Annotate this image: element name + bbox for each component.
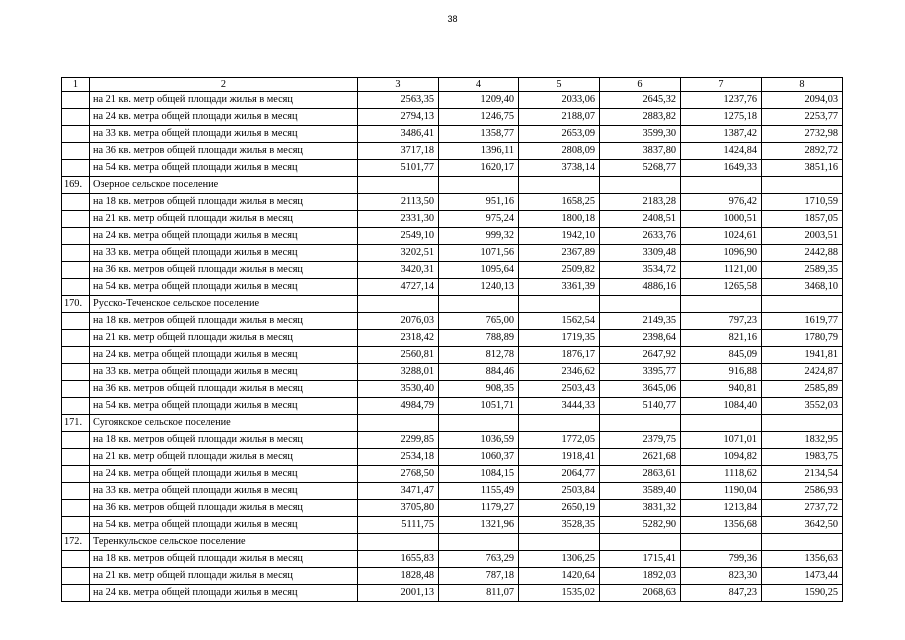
row-label: на 33 кв. метра общей площади жилья в месяц xyxy=(90,364,358,381)
empty-cell xyxy=(600,177,681,194)
table-row xyxy=(62,483,843,500)
value-cell: 2653,09 xyxy=(519,126,600,143)
value-cell: 2509,82 xyxy=(519,262,600,279)
value-cell: 2134,54 xyxy=(762,466,843,483)
empty-cell xyxy=(439,534,519,551)
row-number-cell xyxy=(62,568,90,585)
table-row xyxy=(62,568,843,585)
value-cell: 1096,90 xyxy=(681,245,762,262)
value-cell: 1715,41 xyxy=(600,551,681,568)
empty-cell xyxy=(681,415,762,432)
value-cell: 2113,50 xyxy=(358,194,439,211)
row-number-cell xyxy=(62,398,90,415)
value-cell: 2346,62 xyxy=(519,364,600,381)
row-label: на 18 кв. метров общей площади жилья в месяц xyxy=(90,432,358,449)
value-cell: 5111,75 xyxy=(358,517,439,534)
row-number-cell xyxy=(62,381,90,398)
tariff-table xyxy=(61,77,843,602)
value-cell: 2001,13 xyxy=(358,585,439,602)
value-cell: 1051,71 xyxy=(439,398,519,415)
table-row xyxy=(62,500,843,517)
value-cell: 1562,54 xyxy=(519,313,600,330)
value-cell: 1213,84 xyxy=(681,500,762,517)
value-cell: 1420,64 xyxy=(519,568,600,585)
value-cell: 908,35 xyxy=(439,381,519,398)
row-label: на 54 кв. метра общей площади жилья в месяц xyxy=(90,517,358,534)
value-cell: 3717,18 xyxy=(358,143,439,160)
value-cell: 4984,79 xyxy=(358,398,439,415)
value-cell: 1095,64 xyxy=(439,262,519,279)
row-label: на 54 кв. метра общей площади жилья в месяц xyxy=(90,279,358,296)
value-cell: 1094,82 xyxy=(681,449,762,466)
value-cell: 3831,32 xyxy=(600,500,681,517)
table-row xyxy=(62,330,843,347)
value-cell: 1321,96 xyxy=(439,517,519,534)
row-label: на 21 кв. метр общей площади жилья в месяц xyxy=(90,92,358,109)
section-title: Русско-Теченское сельское поселение xyxy=(90,296,358,313)
value-cell: 3202,51 xyxy=(358,245,439,262)
value-cell: 3552,03 xyxy=(762,398,843,415)
value-cell: 2318,42 xyxy=(358,330,439,347)
value-cell: 1800,18 xyxy=(519,211,600,228)
empty-cell xyxy=(519,415,600,432)
value-cell: 1118,62 xyxy=(681,466,762,483)
value-cell: 1828,48 xyxy=(358,568,439,585)
value-cell: 2794,13 xyxy=(358,109,439,126)
value-cell: 797,23 xyxy=(681,313,762,330)
value-cell: 821,16 xyxy=(681,330,762,347)
table-row xyxy=(62,279,843,296)
value-cell: 1071,01 xyxy=(681,432,762,449)
row-label: на 21 кв. метр общей площади жилья в месяц xyxy=(90,330,358,347)
section-row xyxy=(62,534,843,551)
row-label: на 24 кв. метра общей площади жилья в месяц xyxy=(90,347,358,364)
value-cell: 3288,01 xyxy=(358,364,439,381)
table-body xyxy=(62,78,843,602)
row-label: на 36 кв. метров общей площади жилья в месяц xyxy=(90,500,358,517)
column-header: 2 xyxy=(90,78,358,92)
section-index: 172. xyxy=(62,534,90,551)
value-cell: 1590,25 xyxy=(762,585,843,602)
value-cell: 787,18 xyxy=(439,568,519,585)
row-number-cell xyxy=(62,313,90,330)
value-cell: 1620,17 xyxy=(439,160,519,177)
empty-cell xyxy=(681,296,762,313)
value-cell: 916,88 xyxy=(681,364,762,381)
section-row xyxy=(62,296,843,313)
value-cell: 1000,51 xyxy=(681,211,762,228)
value-cell: 3444,33 xyxy=(519,398,600,415)
value-cell: 1535,02 xyxy=(519,585,600,602)
table-row xyxy=(62,466,843,483)
table-row xyxy=(62,398,843,415)
row-number-cell xyxy=(62,517,90,534)
table-row xyxy=(62,364,843,381)
value-cell: 4886,16 xyxy=(600,279,681,296)
value-cell: 2586,93 xyxy=(762,483,843,500)
value-cell: 1084,40 xyxy=(681,398,762,415)
row-label: на 24 кв. метра общей площади жилья в месяц xyxy=(90,466,358,483)
value-cell: 975,24 xyxy=(439,211,519,228)
value-cell: 3599,30 xyxy=(600,126,681,143)
table-row xyxy=(62,160,843,177)
value-cell: 3645,06 xyxy=(600,381,681,398)
value-cell: 1473,44 xyxy=(762,568,843,585)
row-label: на 33 кв. метра общей площади жилья в месяц xyxy=(90,126,358,143)
row-number-cell xyxy=(62,160,90,177)
row-label: на 21 кв. метр общей площади жилья в месяц xyxy=(90,211,358,228)
value-cell: 1942,10 xyxy=(519,228,600,245)
value-cell: 5282,90 xyxy=(600,517,681,534)
value-cell: 2183,28 xyxy=(600,194,681,211)
value-cell: 1275,18 xyxy=(681,109,762,126)
value-cell: 1983,75 xyxy=(762,449,843,466)
row-number-cell xyxy=(62,279,90,296)
value-cell: 2331,30 xyxy=(358,211,439,228)
value-cell: 3530,40 xyxy=(358,381,439,398)
value-cell: 2149,35 xyxy=(600,313,681,330)
value-cell: 2621,68 xyxy=(600,449,681,466)
value-cell: 1306,25 xyxy=(519,551,600,568)
empty-cell xyxy=(681,534,762,551)
row-number-cell xyxy=(62,228,90,245)
value-cell: 951,16 xyxy=(439,194,519,211)
empty-cell xyxy=(439,296,519,313)
value-cell: 1246,75 xyxy=(439,109,519,126)
value-cell: 1265,58 xyxy=(681,279,762,296)
value-cell: 2424,87 xyxy=(762,364,843,381)
value-cell: 5101,77 xyxy=(358,160,439,177)
value-cell: 1121,00 xyxy=(681,262,762,279)
table-row xyxy=(62,228,843,245)
empty-cell xyxy=(519,296,600,313)
section-title: Теренкульское сельское поселение xyxy=(90,534,358,551)
table-row xyxy=(62,585,843,602)
column-header: 8 xyxy=(762,78,843,92)
table-row xyxy=(62,347,843,364)
value-cell: 2253,77 xyxy=(762,109,843,126)
value-cell: 3534,72 xyxy=(600,262,681,279)
row-label: на 36 кв. метров общей площади жилья в месяц xyxy=(90,143,358,160)
table-row xyxy=(62,245,843,262)
value-cell: 1772,05 xyxy=(519,432,600,449)
value-cell: 3395,77 xyxy=(600,364,681,381)
row-label: на 24 кв. метра общей площади жилья в месяц xyxy=(90,109,358,126)
value-cell: 3309,48 xyxy=(600,245,681,262)
empty-cell xyxy=(358,296,439,313)
value-cell: 1356,63 xyxy=(762,551,843,568)
column-header: 5 xyxy=(519,78,600,92)
section-index: 171. xyxy=(62,415,90,432)
value-cell: 1780,79 xyxy=(762,330,843,347)
empty-cell xyxy=(519,534,600,551)
value-cell: 2883,82 xyxy=(600,109,681,126)
value-cell: 1941,81 xyxy=(762,347,843,364)
empty-cell xyxy=(600,534,681,551)
value-cell: 2398,64 xyxy=(600,330,681,347)
value-cell: 1358,77 xyxy=(439,126,519,143)
value-cell: 1356,68 xyxy=(681,517,762,534)
value-cell: 823,30 xyxy=(681,568,762,585)
value-cell: 2003,51 xyxy=(762,228,843,245)
row-label: на 24 кв. метра общей площади жилья в месяц xyxy=(90,228,358,245)
value-cell: 2064,77 xyxy=(519,466,600,483)
value-cell: 1155,49 xyxy=(439,483,519,500)
row-label: на 36 кв. метров общей площади жилья в месяц xyxy=(90,262,358,279)
value-cell: 3851,16 xyxy=(762,160,843,177)
empty-cell xyxy=(762,415,843,432)
value-cell: 884,46 xyxy=(439,364,519,381)
value-cell: 2892,72 xyxy=(762,143,843,160)
value-cell: 1209,40 xyxy=(439,92,519,109)
value-cell: 788,89 xyxy=(439,330,519,347)
value-cell: 3528,35 xyxy=(519,517,600,534)
value-cell: 3486,41 xyxy=(358,126,439,143)
value-cell: 799,36 xyxy=(681,551,762,568)
value-cell: 1892,03 xyxy=(600,568,681,585)
value-cell: 1060,37 xyxy=(439,449,519,466)
row-label: на 33 кв. метра общей площади жилья в месяц xyxy=(90,245,358,262)
header-row xyxy=(62,78,843,92)
value-cell: 3589,40 xyxy=(600,483,681,500)
empty-cell xyxy=(358,177,439,194)
value-cell: 3420,31 xyxy=(358,262,439,279)
row-number-cell xyxy=(62,483,90,500)
value-cell: 2068,63 xyxy=(600,585,681,602)
section-title: Озерное сельское поселение xyxy=(90,177,358,194)
value-cell: 3837,80 xyxy=(600,143,681,160)
row-label: на 54 кв. метра общей площади жилья в месяц xyxy=(90,398,358,415)
row-number-cell xyxy=(62,466,90,483)
empty-cell xyxy=(358,534,439,551)
value-cell: 2589,35 xyxy=(762,262,843,279)
row-number-cell xyxy=(62,432,90,449)
value-cell: 3642,50 xyxy=(762,517,843,534)
value-cell: 2367,89 xyxy=(519,245,600,262)
value-cell: 2732,98 xyxy=(762,126,843,143)
table-row xyxy=(62,432,843,449)
value-cell: 940,81 xyxy=(681,381,762,398)
value-cell: 3705,80 xyxy=(358,500,439,517)
value-cell: 2808,09 xyxy=(519,143,600,160)
empty-cell xyxy=(762,534,843,551)
column-header: 7 xyxy=(681,78,762,92)
value-cell: 999,32 xyxy=(439,228,519,245)
value-cell: 2650,19 xyxy=(519,500,600,517)
value-cell: 1240,13 xyxy=(439,279,519,296)
table-row xyxy=(62,92,843,109)
row-label: на 21 кв. метр общей площади жилья в месяц xyxy=(90,568,358,585)
section-row xyxy=(62,415,843,432)
row-number-cell xyxy=(62,126,90,143)
empty-cell xyxy=(762,177,843,194)
column-header: 1 xyxy=(62,78,90,92)
value-cell: 2647,92 xyxy=(600,347,681,364)
section-title: Сугоякское сельское поселение xyxy=(90,415,358,432)
value-cell: 5140,77 xyxy=(600,398,681,415)
row-label: на 18 кв. метров общей площади жилья в месяц xyxy=(90,313,358,330)
value-cell: 2645,32 xyxy=(600,92,681,109)
value-cell: 2585,89 xyxy=(762,381,843,398)
value-cell: 2768,50 xyxy=(358,466,439,483)
value-cell: 1071,56 xyxy=(439,245,519,262)
section-index: 169. xyxy=(62,177,90,194)
column-header: 4 xyxy=(439,78,519,92)
empty-cell xyxy=(439,177,519,194)
value-cell: 1387,42 xyxy=(681,126,762,143)
empty-cell xyxy=(439,415,519,432)
row-label: на 21 кв. метр общей площади жилья в месяц xyxy=(90,449,358,466)
value-cell: 5268,77 xyxy=(600,160,681,177)
value-cell: 2033,06 xyxy=(519,92,600,109)
value-cell: 2863,61 xyxy=(600,466,681,483)
value-cell: 3738,14 xyxy=(519,160,600,177)
row-number-cell xyxy=(62,347,90,364)
table-row xyxy=(62,211,843,228)
row-number-cell xyxy=(62,109,90,126)
row-label: на 36 кв. метров общей площади жилья в месяц xyxy=(90,381,358,398)
row-label: на 24 кв. метра общей площади жилья в месяц xyxy=(90,585,358,602)
row-number-cell xyxy=(62,585,90,602)
value-cell: 1424,84 xyxy=(681,143,762,160)
row-number-cell xyxy=(62,245,90,262)
row-number-cell xyxy=(62,364,90,381)
value-cell: 2560,81 xyxy=(358,347,439,364)
empty-cell xyxy=(681,177,762,194)
value-cell: 1832,95 xyxy=(762,432,843,449)
value-cell: 2408,51 xyxy=(600,211,681,228)
value-cell: 2737,72 xyxy=(762,500,843,517)
page-number: 38 xyxy=(447,14,458,24)
empty-cell xyxy=(358,415,439,432)
value-cell: 1857,05 xyxy=(762,211,843,228)
value-cell: 1190,04 xyxy=(681,483,762,500)
value-cell: 1024,61 xyxy=(681,228,762,245)
table-row xyxy=(62,109,843,126)
row-label: на 54 кв. метра общей площади жилья в месяц xyxy=(90,160,358,177)
value-cell: 2549,10 xyxy=(358,228,439,245)
section-index: 170. xyxy=(62,296,90,313)
value-cell: 3468,10 xyxy=(762,279,843,296)
empty-cell xyxy=(600,296,681,313)
row-number-cell xyxy=(62,449,90,466)
row-number-cell xyxy=(62,551,90,568)
table-row xyxy=(62,551,843,568)
value-cell: 1179,27 xyxy=(439,500,519,517)
value-cell: 765,00 xyxy=(439,313,519,330)
table-row xyxy=(62,126,843,143)
table-row xyxy=(62,381,843,398)
value-cell: 2633,76 xyxy=(600,228,681,245)
table-row xyxy=(62,313,843,330)
row-number-cell xyxy=(62,330,90,347)
value-cell: 3471,47 xyxy=(358,483,439,500)
table-row xyxy=(62,194,843,211)
row-number-cell xyxy=(62,92,90,109)
value-cell: 3361,39 xyxy=(519,279,600,296)
column-header: 6 xyxy=(600,78,681,92)
value-cell: 2076,03 xyxy=(358,313,439,330)
row-label: на 18 кв. метров общей площади жилья в месяц xyxy=(90,551,358,568)
row-number-cell xyxy=(62,262,90,279)
value-cell: 1719,35 xyxy=(519,330,600,347)
value-cell: 2503,84 xyxy=(519,483,600,500)
row-number-cell xyxy=(62,143,90,160)
value-cell: 2094,03 xyxy=(762,92,843,109)
table-row xyxy=(62,449,843,466)
value-cell: 811,07 xyxy=(439,585,519,602)
value-cell: 1918,41 xyxy=(519,449,600,466)
value-cell: 845,09 xyxy=(681,347,762,364)
value-cell: 1649,33 xyxy=(681,160,762,177)
value-cell: 2534,18 xyxy=(358,449,439,466)
section-row xyxy=(62,177,843,194)
value-cell: 1710,59 xyxy=(762,194,843,211)
value-cell: 763,29 xyxy=(439,551,519,568)
value-cell: 812,78 xyxy=(439,347,519,364)
empty-cell xyxy=(762,296,843,313)
value-cell: 1658,25 xyxy=(519,194,600,211)
row-number-cell xyxy=(62,211,90,228)
value-cell: 2188,07 xyxy=(519,109,600,126)
table-row xyxy=(62,517,843,534)
empty-cell xyxy=(600,415,681,432)
value-cell: 847,23 xyxy=(681,585,762,602)
value-cell: 2299,85 xyxy=(358,432,439,449)
value-cell: 1036,59 xyxy=(439,432,519,449)
value-cell: 1619,77 xyxy=(762,313,843,330)
row-number-cell xyxy=(62,500,90,517)
value-cell: 976,42 xyxy=(681,194,762,211)
row-label: на 18 кв. метров общей площади жилья в месяц xyxy=(90,194,358,211)
value-cell: 2442,88 xyxy=(762,245,843,262)
value-cell: 2563,35 xyxy=(358,92,439,109)
column-header: 3 xyxy=(358,78,439,92)
empty-cell xyxy=(519,177,600,194)
row-label: на 33 кв. метра общей площади жилья в месяц xyxy=(90,483,358,500)
value-cell: 1237,76 xyxy=(681,92,762,109)
value-cell: 2503,43 xyxy=(519,381,600,398)
value-cell: 1876,17 xyxy=(519,347,600,364)
value-cell: 1084,15 xyxy=(439,466,519,483)
value-cell: 1396,11 xyxy=(439,143,519,160)
value-cell: 4727,14 xyxy=(358,279,439,296)
row-number-cell xyxy=(62,194,90,211)
table-row xyxy=(62,143,843,160)
table-row xyxy=(62,262,843,279)
value-cell: 1655,83 xyxy=(358,551,439,568)
value-cell: 2379,75 xyxy=(600,432,681,449)
